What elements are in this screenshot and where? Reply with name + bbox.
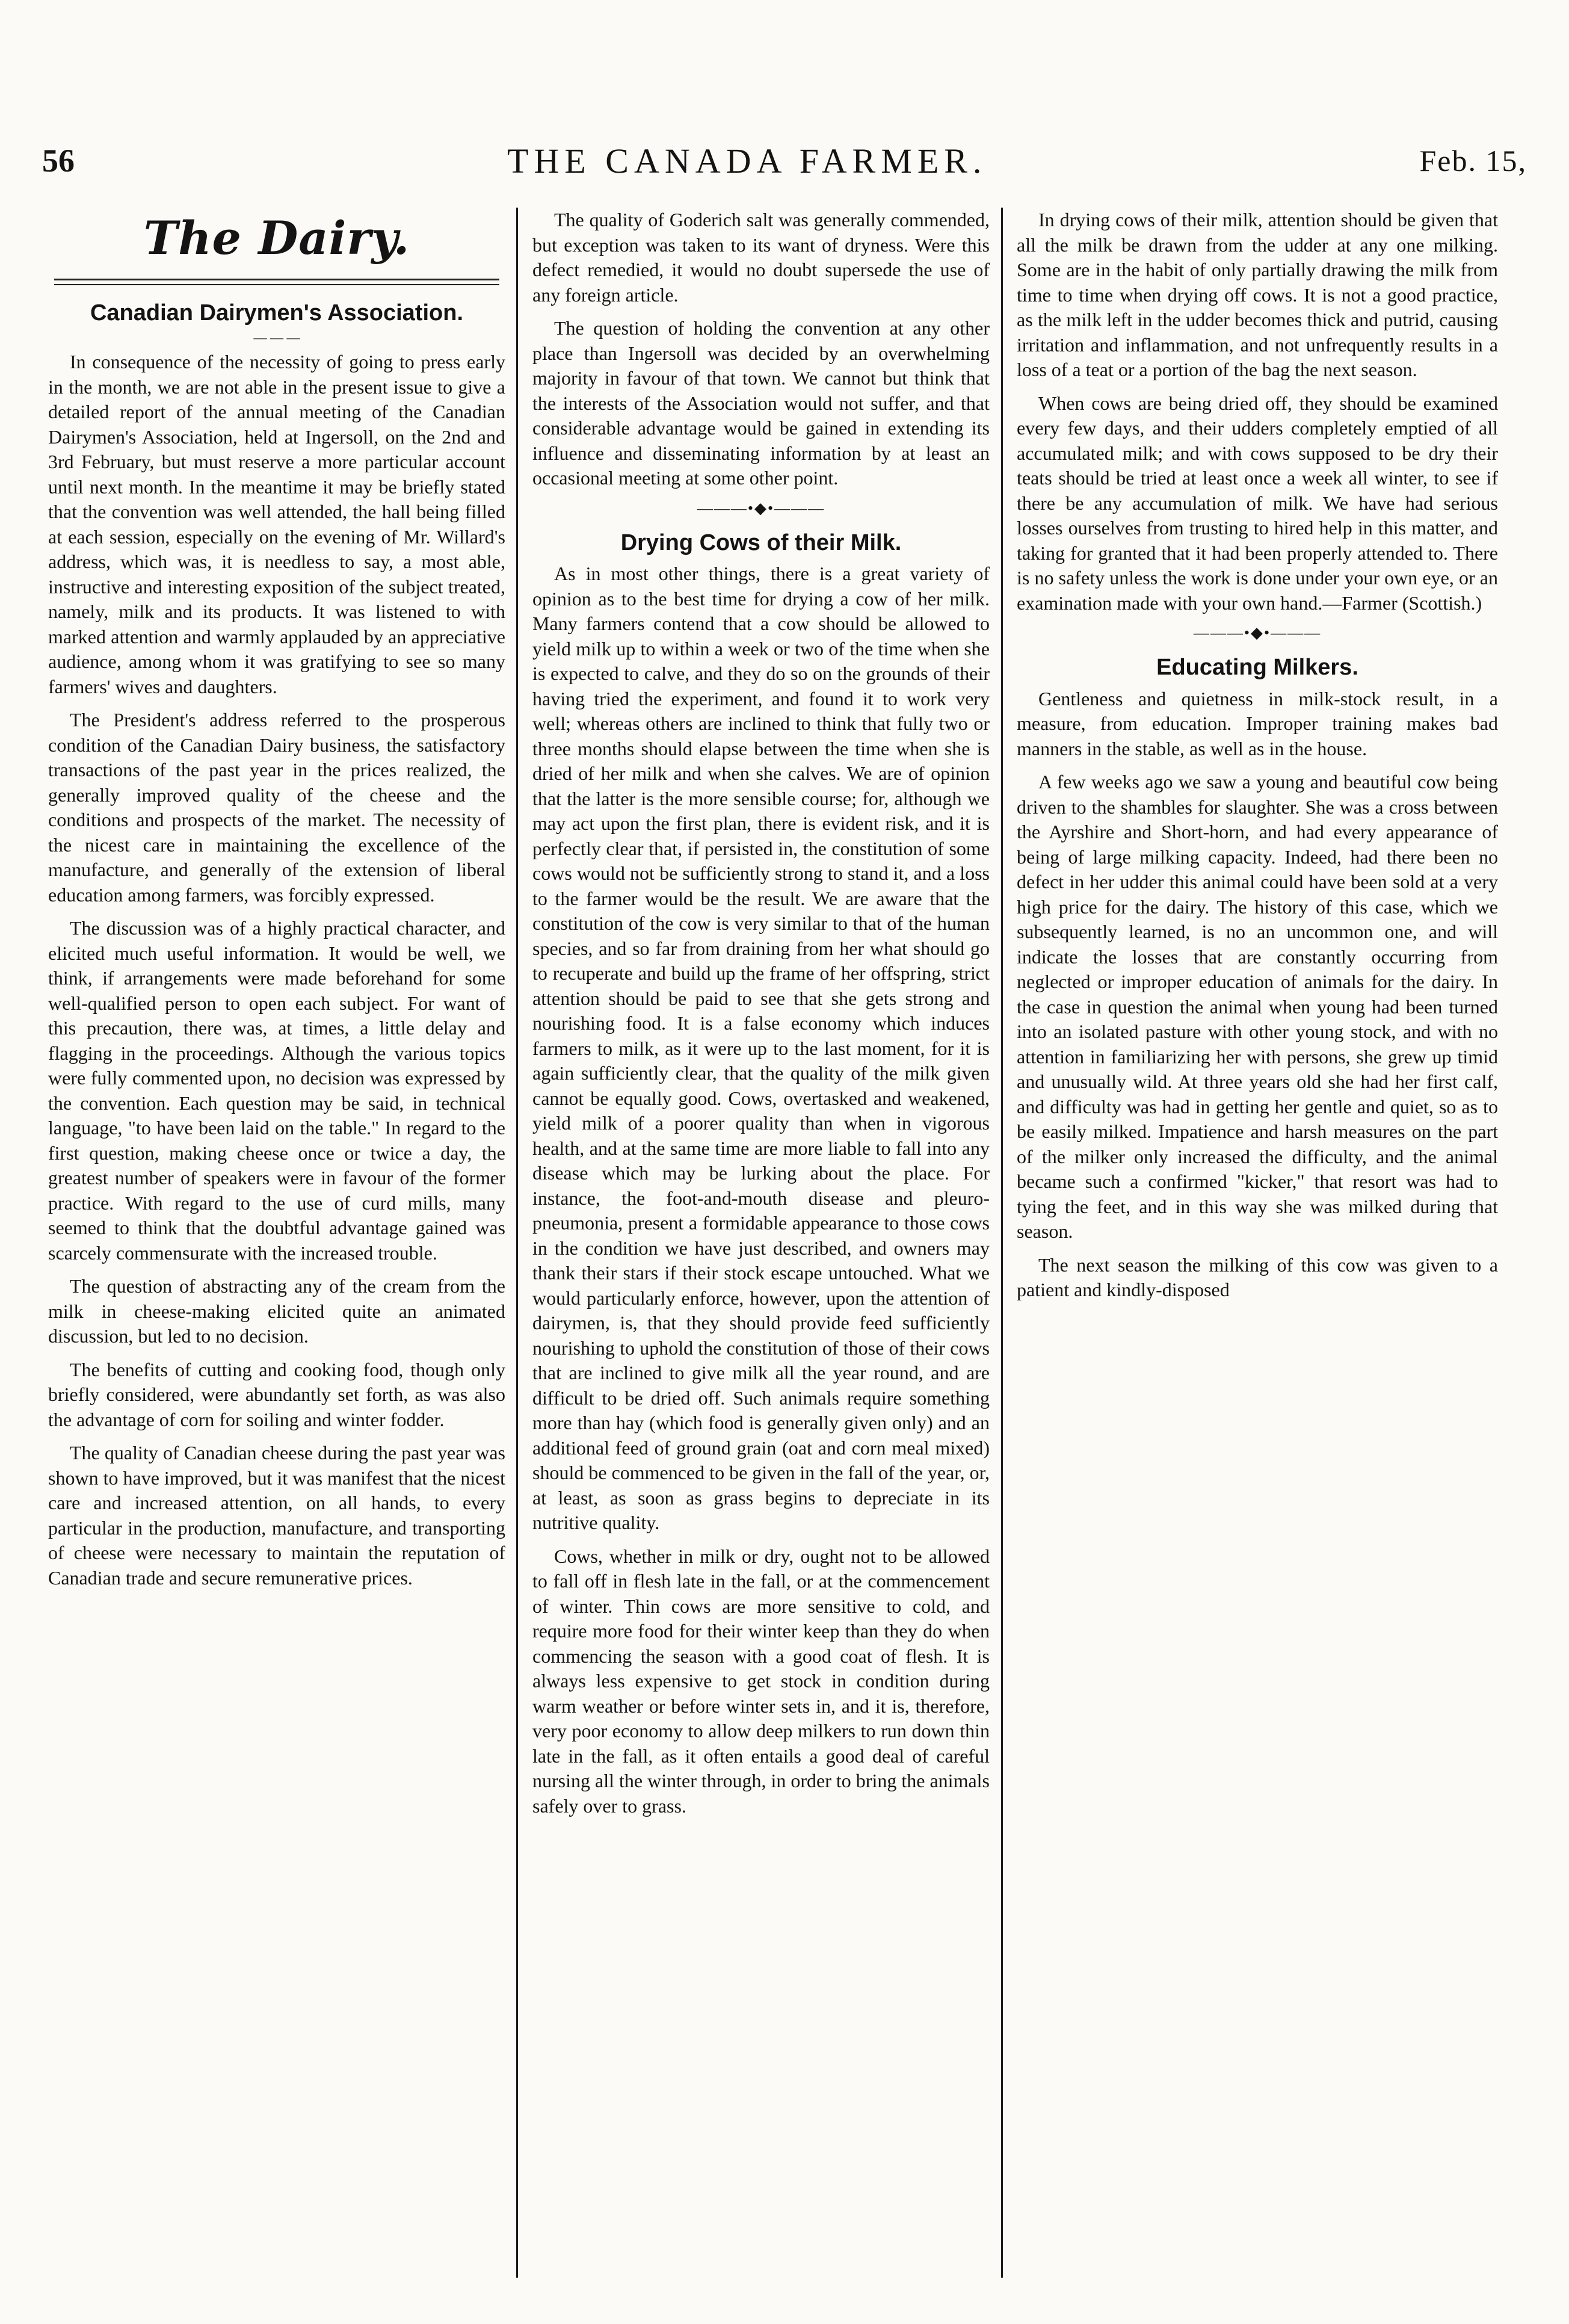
article-title-drying: Drying Cows of their Milk. (620, 530, 902, 555)
paragraph: The quality of Canadian cheese during the past year was shown to have improved, but it was manifest that the nicest care and increased attention, on all hands, to every particular in the production, manufacture, and transporting of cheese were necessary to maintain the reputation of Canadian trade and secure remunerative prices. (48, 1442, 505, 1589)
paragraph: When cows are being dried off, they should be examined every few days, and their udders completely emptied of all accumulated milk; and with cows supposed to be dry their teats should be tried at least once a week all winter, to see if there be any accumulation of milk. We have had serious losses ourselves from trusting to hired help in this matter, and taking for granted that it had been properly attended to. There is no safety unless the work is done under your own eye, or an examination made with your own hand.—Farmer (Scottish.) (1017, 392, 1498, 614)
masthead-title: THE CANADA FARMER. (507, 141, 987, 181)
paragraph: The benefits of cutting and cooking food, though only briefly considered, were abundantly set forth, as was also the advantage of corn for soiling and winter fodder. (48, 1358, 505, 1430)
ornament-divider: ———•◆•——— (1193, 624, 1322, 641)
ornament-divider: ———•◆•——— (697, 499, 825, 517)
paragraph: The question of abstracting any of the cream from the milk in cheese-making elicited quite an animated discussion, but led to no decision. (48, 1275, 505, 1347)
column-rule (1001, 208, 1003, 2278)
divider (54, 279, 499, 285)
column-rule (516, 208, 518, 2278)
paragraph: Cows, whether in milk or dry, ought not to be allowed to fall off in flesh late in the fall, or at the commencement of winter. Thin cows are more sensitive to cold, and require more food for their winter keep than they do when commencing the season with a good coat of flesh. It is always less expensive to get stock in condition during warm weather or before winter sets in, and it is, therefore, very poor economy to allow deep milkers to run down thin late in the fall, as it often entails a good deal of careful nursing all the winter through, in order to bring the animals safely over to grass. (532, 1545, 990, 1817)
paragraph: The discussion was of a highly practical character, and elicited much useful information. It would be well, we think, if arrangements were made beforehand for some well-qualified person to open each subject. For want of this precaution, there was, at times, a little delay and flagging in the proceedings. Although the various topics were fully commented upon, no decision was expressed by the convention. Each question may be said, in technical language, "to have been laid on the table." In regard to the first question, making cheese once or twice a day, the greatest number of speakers were in favour of the former practice. With regard to the use of curd mills, many seemed to think that the doubtful advantage gained was scarcely commensurate with the increased trouble. (48, 917, 505, 1264)
column-2 (532, 208, 990, 2281)
paragraph: The question of holding the convention at any other place than Ingersoll was decided by an overwhelming majority in favour of that town. We cannot but think that the interests of the Association would not suffer, and that considerable advantage would be gained in extending its influence and disseminating information by at least an occasional meeting at some other point. (532, 317, 990, 489)
article-title-milkers: Educating Milkers. (1156, 655, 1358, 680)
paragraph: The President's address referred to the prosperous condition of the Canadian Dairy business, the satisfactory transactions of the past year in the prices realized, the generally improved quality of the cheese and the conditions and prospects of the market. The necessity of the nicest care in maintaining the excellence of the manufacture, and generally of the extension of liberal education among farmers, was forcibly expressed. (48, 709, 505, 906)
paragraph: Gentleness and quietness in milk-stock result, in a measure, from education. Improper training makes bad manners in the stable, as well as in the house. (1017, 687, 1498, 759)
page-number: 56 (42, 143, 75, 179)
column-3 (1017, 208, 1498, 2281)
paragraph: As in most other things, there is a great variety of opinion as to the best time for drying a cow of her milk. Many farmers contend that a cow should be allowed to yield milk up to within a week or two of the time when she is expected to calve, and they do so on the grounds of their having tried the experiment, and found it to work very well; whereas others are inclined to think that fully two or three months should elapse between the time when she is dried of her milk and when she calves. We are of opinion that the latter is the more sensible course; for, although we may act upon the first plan, there is evident risk, and it is perfectly clear that, if persisted in, the constitution of some cows would not be sufficiently strong to stand it, and a loss to the farmer would be the result. We are aware that the constitution of the cow is very similar to that of the human species, and so far from draining from her what should go to recuperate and build up the frame of her offspring, strict attention should be paid to see that she gets strong and nourishing food. It is a false economy which induces farmers to milk, as it were up to the last moment, for it is again sufficiently clear, that the quality of the milk given cannot be equally good. Cows, overtasked and weakened, yield milk of a poorer quality than when in vigorous health, and at the same time are more liable to fall into any disease which may be lurking about the place. For instance, the foot-and-mouth disease and pleuro-pneumonia, present a formidable appearance to those cows in the condition we have just described, and owners may thank their stars if their stock escape untouched. What we would particularly enforce, however, upon the attention of dairymen, is, that they should provide feed sufficiently nourishing to uphold the constitution of those of their cows that are inclined to give milk all the year round, and are difficult to be dried off. Such animals require something more than hay (which food is generally given only) and an additional feed of ground grain (oat and corn meal mixed) should be commenced to be given in the fall of the year, or, at least, as soon as grass begins to depreciate in its nutritive quality. (532, 563, 990, 1533)
page-header (42, 134, 1527, 188)
divider: — — — (253, 330, 300, 345)
paragraph: A few weeks ago we saw a young and beautiful cow being driven to the shambles for slaughter. She was a cross between the Ayrshire and Short-horn, and had every appearance of being of large milking capacity. Indeed, had there been no defect in her udder this animal could have been sold at a very high price for the dairy. The history of this case, which we subsequently learned, is no an uncommon one, and will indicate the losses that are constantly occurring from neglected or improper education of animals for the dairy. In the case in question the animal when young had been turned into an isolated pasture with other young stock, and with no attention in familiarizing her with persons, she grew up timid and unusually wild. At three years old she had her first calf, and difficulty was had in getting her gentle and quiet, so as to be easily milked. Impatience and harsh measures on the part of the milker only increased the difficulty, and the animal became such a confirmed "kicker," that resort was had to tying the feet, and in this way she was milked during that season. (1017, 771, 1498, 1242)
paragraph: In drying cows of their milk, attention should be given that all the milk be drawn from the udder at any one milking. Some are in the habit of only partially drawing the milk from time to time when drying off cows. It is not a good practice, as the milk left in the udder becomes thick and putrid, causing irritation and inflammation, and not unfrequently results in a loss of a teat or a portion of the bag the next season. (1017, 209, 1498, 380)
column-1 (48, 208, 505, 2281)
department-title: The Dairy. (143, 211, 410, 265)
issue-date: Feb. 15, (1419, 144, 1527, 178)
paragraph: The next season the milking of this cow was given to a patient and kindly-disposed (1017, 1253, 1498, 1300)
paragraph: In consequence of the necessity of going to press early in the month, we are not able in the present issue to give a detailed report of the annual meeting of the Canadian Dairymen's Association, held at Ingersoll, on the 2nd and 3rd February, but must reserve a more particular account until next month. In the meantime it may be briefly stated that the convention was well attended, the hall being filled at each session, especially on the evening of Mr. Willard's address, which was, it is needless to say, a most able, instructive and interesting exposition of the subject treated, namely, milk and its products. It was listened to with marked attention and warmly applauded by an appreciative audience, among whom it was gratifying to see so many farmers' wives and daughters. (48, 351, 505, 697)
paragraph: The quality of Goderich salt was generally commended, but exception was taken to its want of dryness. Were this defect remedied, it would no doubt supersede the use of any foreign article. (532, 209, 990, 306)
article-title-association: Canadian Dairymen's Association. (90, 300, 464, 326)
